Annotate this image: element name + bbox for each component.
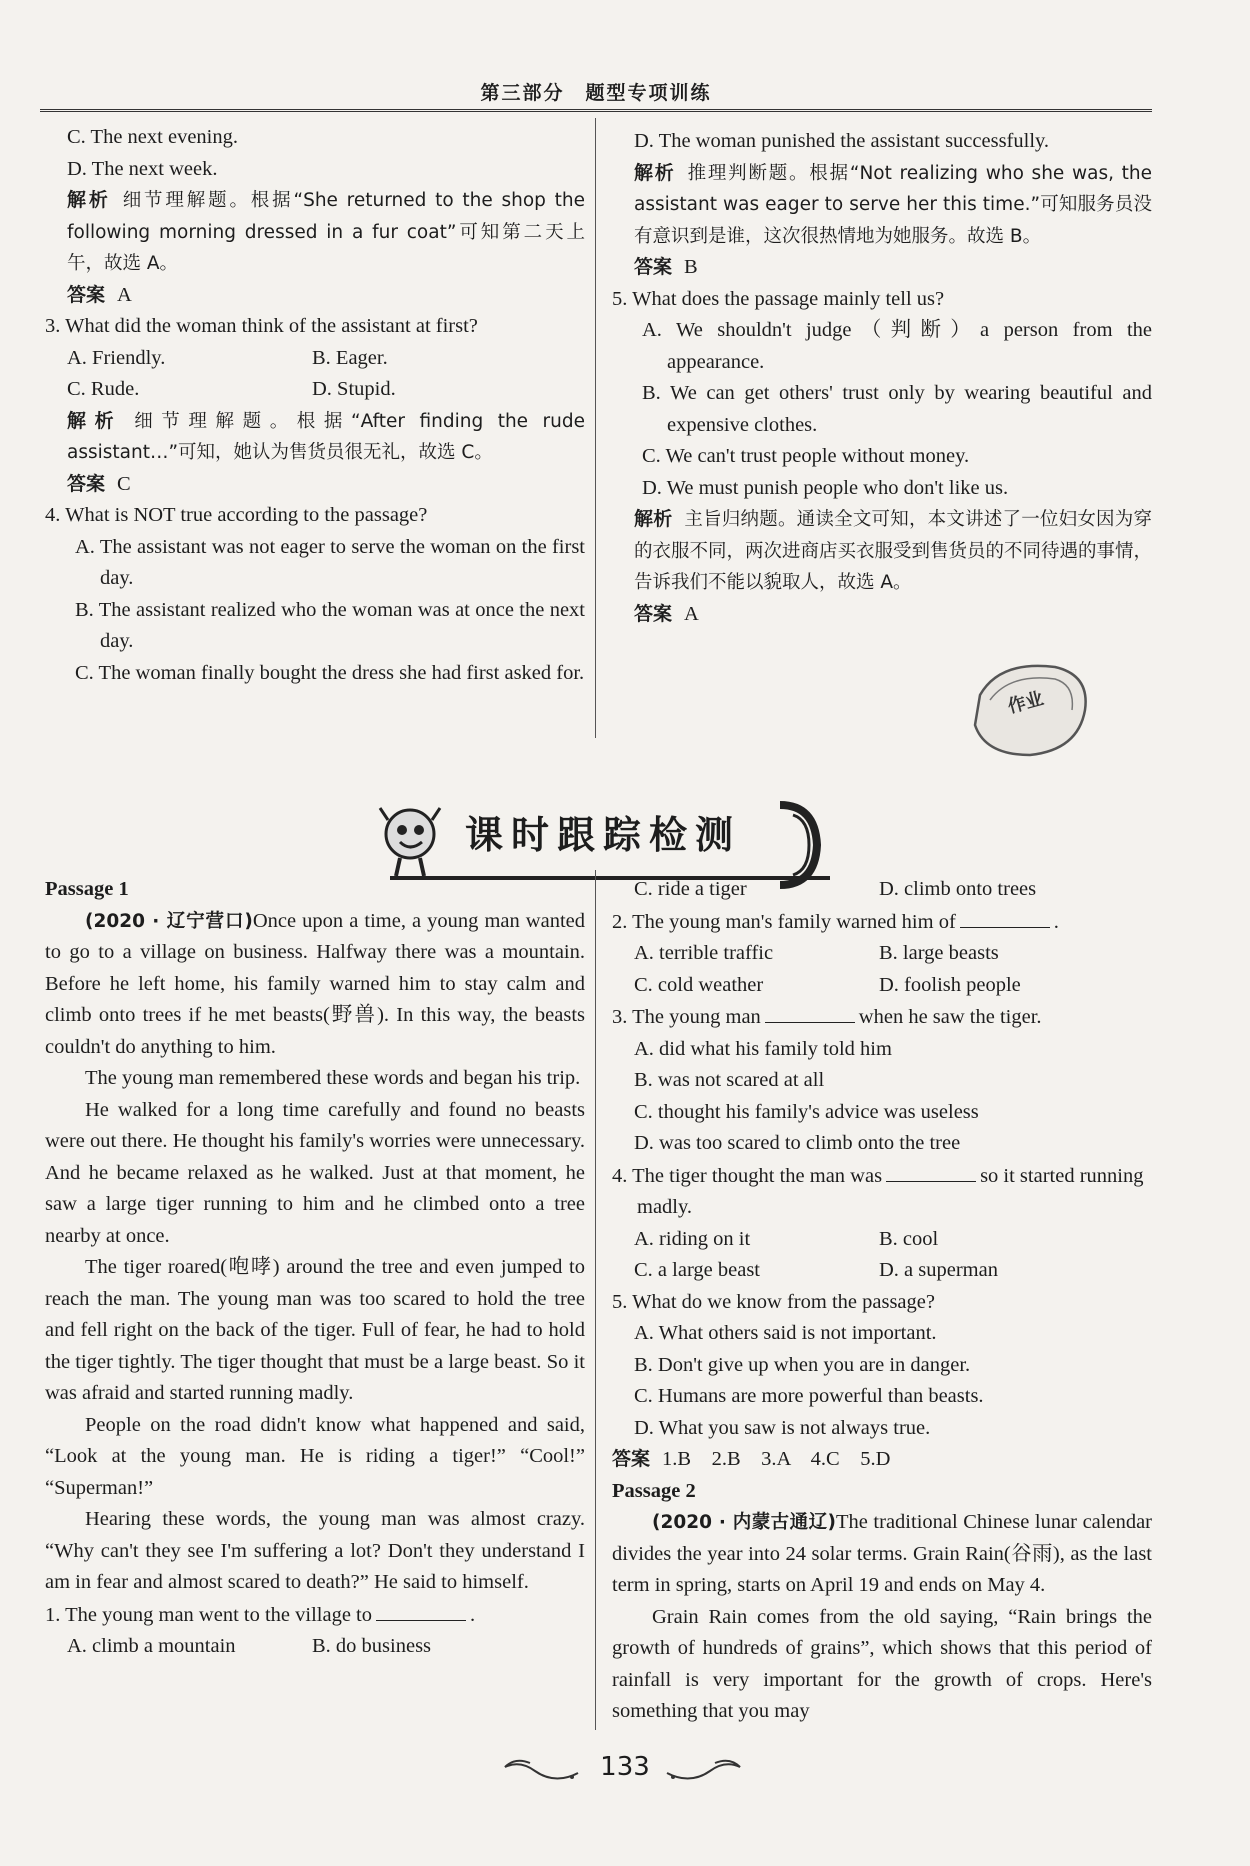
q5-analysis bbox=[612, 504, 1152, 599]
passage1-p1-text: Once upon a time, a young man wanted to go to a village on business. Halfway there was a mountain. Before he left home, his family warned him to stay calm and climb onto trees if he met beasts(野兽). In this way, the beasts couldn't do anything to him. bbox=[45, 909, 585, 1058]
p1-question-3 bbox=[612, 1001, 1152, 1034]
answer-value: C bbox=[117, 472, 131, 495]
q3-options-cd bbox=[45, 374, 585, 406]
q4-analysis bbox=[612, 158, 1152, 253]
p1-q1-options-ab bbox=[45, 1631, 585, 1663]
q3-option-c: C. Rude. bbox=[67, 378, 140, 400]
q3-options-ab bbox=[45, 343, 585, 375]
question-text-post: so it started running madly. bbox=[637, 1164, 1144, 1218]
q5-option-b: B. We can get others' trust only by wearing beautiful and expensive clothes. bbox=[642, 382, 1152, 436]
passage1-paragraph-6: Hearing these words, the young man was almost crazy. “Why can't they see I'm suffering a lot? Don't they understand I am in fear and almost scared to death?” He said to himself. bbox=[45, 1508, 585, 1593]
question-5: 5. What does the passage mainly tell us? bbox=[612, 287, 945, 310]
answer-blank bbox=[376, 1599, 466, 1621]
q3-answer bbox=[45, 469, 585, 501]
q5-answer bbox=[612, 599, 1152, 631]
p1-q4-options-cd bbox=[612, 1255, 1152, 1287]
analysis-tag: 解析 bbox=[634, 161, 676, 184]
homework-stamp bbox=[960, 655, 1100, 770]
passage2-paragraph-2: Grain Rain comes from the old saying, “Rain brings the growth of hundreds of grains”, which shows that this period of rainfall is very important for the growth of crops. Here's something that you may bbox=[612, 1605, 1152, 1722]
passage1-column bbox=[45, 874, 585, 1663]
option-d: D. The next week. bbox=[67, 157, 218, 180]
analysis-tag: 解析 bbox=[67, 409, 123, 432]
answer-blank bbox=[886, 1160, 976, 1182]
question-text: 3. The young man bbox=[612, 1006, 761, 1028]
p1-q1-options-cd bbox=[612, 874, 1152, 906]
p1-q2-options-ab bbox=[612, 938, 1152, 970]
p1-q3-option-d: D. was too scared to climb onto the tree bbox=[634, 1132, 961, 1154]
passage2-p1-text: The traditional Chinese lunar calendar divides the year into 24 solar terms. Grain Rain(谷雨), as the last term in spring, starts on April 19 and ends on May 4. bbox=[612, 1511, 1152, 1596]
q4-option-a: A. The assistant was not eager to serve the woman on the first day. bbox=[75, 535, 585, 589]
p1-q2-options-cd bbox=[612, 970, 1152, 1002]
p1-q3-option-c: C. thought his family's advice was useless bbox=[634, 1100, 979, 1123]
page-number: 133 bbox=[600, 1752, 650, 1782]
q2-analysis bbox=[45, 185, 585, 280]
passage2-source: (2020 · 内蒙古通辽) bbox=[652, 1512, 836, 1533]
question-3: 3. What did the woman think of the assistant at first? bbox=[45, 315, 478, 337]
q5-option-a: A. We shouldn't judge（判断）a person from the appearance. bbox=[642, 319, 1152, 373]
q4-answer bbox=[612, 252, 1152, 284]
passage1-paragraph-1 bbox=[45, 906, 585, 1064]
left-column-top bbox=[45, 122, 585, 689]
p1-q2-option-d: D. foolish people bbox=[879, 973, 1021, 996]
passage2-paragraph-1 bbox=[612, 1507, 1152, 1602]
passage1-paragraph-5: People on the road didn't know what happened and said, “Look at the young man. He is riding a tiger!” “Cool!” “Superman!” bbox=[45, 1413, 585, 1499]
answer-tag: 答案 bbox=[634, 256, 673, 278]
p1-q4-option-b: B. cool bbox=[879, 1227, 939, 1250]
analysis-tag: 解析 bbox=[67, 189, 111, 211]
answer-blank bbox=[765, 1001, 855, 1023]
answer-value: A bbox=[684, 602, 699, 625]
option-c: C. The next evening. bbox=[67, 126, 238, 148]
answer-tag: 答案 bbox=[67, 472, 106, 495]
stamp-icon bbox=[960, 655, 1100, 765]
p1-q3-option-b: B. was not scared at all bbox=[634, 1069, 825, 1091]
q2-answer bbox=[45, 280, 585, 312]
q3-option-a: A. Friendly. bbox=[67, 346, 166, 369]
question-text: 1. The young man went to the village to bbox=[45, 1603, 372, 1626]
stamp-text: 作业 bbox=[1005, 688, 1046, 718]
right-column-top bbox=[612, 126, 1152, 630]
answer-blank bbox=[960, 906, 1050, 928]
p1-question-5: 5. What do we know from the passage? bbox=[612, 1290, 935, 1313]
p1-q1-option-c: C. ride a tiger bbox=[634, 878, 747, 900]
passage1-paragraph-2: The young man remembered these words and began his trip. bbox=[85, 1067, 581, 1089]
answer-list: 1.B 2.B 3.A 4.C 5.D bbox=[662, 1448, 891, 1470]
p1-q3-option-a: A. did what his family told him bbox=[634, 1037, 892, 1060]
p1-q2-option-a: A. terrible traffic bbox=[634, 942, 774, 964]
header-title: 第三部分 题型专项训练 bbox=[480, 82, 712, 104]
p1-q2-option-c: C. cold weather bbox=[634, 973, 764, 996]
p1-question-2: 2. The young man's family warned him of . bbox=[612, 906, 1152, 939]
p1-q1-option-d: D. climb onto trees bbox=[879, 878, 1037, 900]
p1-q5-option-c: C. Humans are more powerful than beasts. bbox=[634, 1385, 984, 1407]
passage1-label: Passage 1 bbox=[45, 878, 129, 900]
p1-q4-option-c: C. a large beast bbox=[634, 1259, 760, 1281]
answer-tag: 答案 bbox=[634, 602, 673, 625]
p1-q5-option-d: D. What you saw is not always true. bbox=[634, 1416, 931, 1439]
p1-q4-options-ab bbox=[612, 1224, 1152, 1256]
p1-q1-option-b: B. do business bbox=[312, 1635, 432, 1657]
p1-q1-option-a: A. climb a mountain bbox=[67, 1635, 236, 1657]
q4-option-b: B. The assistant realized who the woman was at once the next day. bbox=[75, 598, 585, 652]
column-divider-bottom bbox=[595, 870, 596, 1730]
question-text-post: when he saw the tiger. bbox=[858, 1006, 1042, 1028]
p1-q5-option-a: A. What others said is not important. bbox=[634, 1322, 937, 1344]
section-title: 课时跟踪检测 bbox=[465, 813, 742, 857]
column-divider-top bbox=[595, 118, 596, 738]
passage1-source: (2020 · 辽宁营口) bbox=[85, 910, 253, 932]
passage1-answers bbox=[612, 1444, 1152, 1476]
p1-q2-option-b: B. large beasts bbox=[879, 942, 999, 964]
passage1-paragraph-4: The tiger roared(咆哮) around the tree and even jumped to reach the man. The young man was too scared to hold the tree and fell right on the back of the tiger. Full of fear, he had to hold the tiger tightly. The tiger thought that must be a large beast. So it was afraid and started running madly. bbox=[45, 1256, 585, 1404]
q3-option-d: D. Stupid. bbox=[312, 378, 396, 400]
q3-option-b: B. Eager. bbox=[312, 346, 388, 369]
question-text: 4. The tiger thought the man was bbox=[612, 1164, 883, 1187]
right-ornament-icon bbox=[665, 1755, 745, 1785]
q4-option-c: C. The woman finally bought the dress she had first asked for. bbox=[75, 661, 585, 684]
questions-column bbox=[612, 874, 1152, 1728]
analysis-text: 细节理解题。根据“After finding the rude assistant…”可知，她认为售货员很无礼，故选 C。 bbox=[67, 410, 585, 463]
page-header bbox=[40, 72, 1152, 112]
answer-value: B bbox=[684, 256, 698, 278]
analysis-text: 细节理解题。根据“She returned to the shop the following morning dressed in a fur coat”可知第二天上午，故选 A。 bbox=[67, 190, 585, 274]
analysis-text: 主旨归纳题。通读全文可知，本文讲述了一位妇女因为穿的衣服不同，两次进商店买衣服受到售货员的不同待遇的事情，告诉我们不能以貌取人，故选 A。 bbox=[634, 509, 1153, 593]
analysis-tag: 解析 bbox=[634, 508, 673, 530]
q5-option-c: C. We can't trust people without money. bbox=[642, 445, 970, 467]
p1-question-4 bbox=[612, 1160, 1152, 1224]
question-text: 2. The young man's family warned him of bbox=[612, 910, 956, 933]
passage1-paragraph-3: He walked for a long time carefully and found no beasts were out there. He thought his family's worries were unnecessary. And he became relaxed as he walked. Just at that moment, he saw a large tiger running to him and he climbed onto a tree nearby at once. bbox=[45, 1098, 585, 1247]
p1-q4-option-a: A. riding on it bbox=[634, 1227, 751, 1250]
p1-q5-option-b: B. Don't give up when you are in danger. bbox=[634, 1353, 971, 1376]
q5-option-d: D. We must punish people who don't like us. bbox=[642, 476, 1009, 499]
q4-option-d: D. The woman punished the assistant successfully. bbox=[634, 130, 1050, 152]
p1-q4-option-d: D. a superman bbox=[879, 1259, 998, 1281]
answer-tag: 答案 bbox=[612, 1448, 651, 1470]
passage2-label: Passage 2 bbox=[612, 1479, 696, 1502]
answer-value: A bbox=[117, 283, 132, 306]
question-4: 4. What is NOT true according to the passage? bbox=[45, 504, 428, 526]
q3-analysis bbox=[45, 406, 585, 469]
analysis-text: 推理判断题。根据“Not realizing who she was, the assistant was eager to serve her this time.”可知服务员没有意识到是谁，这次很热情地为她服务。故选 B。 bbox=[634, 162, 1152, 247]
answer-tag: 答案 bbox=[67, 283, 106, 306]
p1-question-1: 1. The young man went to the village to . bbox=[45, 1599, 585, 1632]
